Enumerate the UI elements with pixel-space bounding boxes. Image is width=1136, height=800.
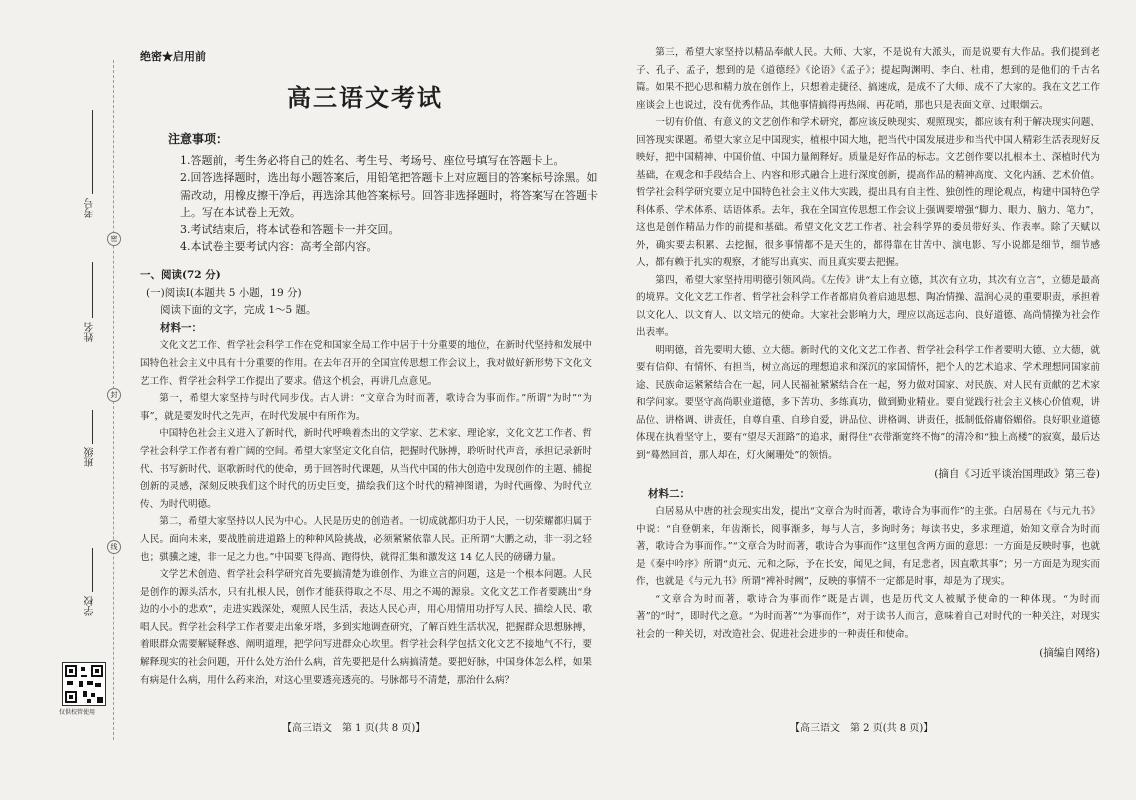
notice-block <box>168 131 598 255</box>
paragraph: 一切有价值、有意义的文艺创作和学术研究，都应该反映现实、观照现实，都应该有利于解决现实问题、回答现实课题。希望大家立足中国现实，植根中国大地，把当代中国发展进步和当代中国人精彩生活表现好反映好，把中国精神、中国价值、中国力量阐释好。质量是好作品的标志。文艺创作要以扎根本土、深植时代为基础，在观念和手段结合上、内容和形式融合上进行深度创新，提高作品的精神高度、文化内涵、艺术价值。哲学社会科学研究要立足中国特色社会主义伟大实践，提出具有自主性、独创性的理论观点，构建中国特色学科体系、学术体系、话语体系。去年，我在全国宣传思想工作会议上强调要增强“脚力、眼力、脑力、笔力”，这也是创作精品力作的前提和基础。希望文化文艺工作者、社会科学界的委员带好头、作表率。除了天赋以外，确实要去积累、去挖掘，很多事情都不是天生的，都得靠在甘苦中、演电影、写小说都是细节，细节感人，都有赖于扎实的观察，才能写出真实、而且真实要去把握。 <box>636 117 1100 268</box>
label-exam-number: 考号 <box>85 198 96 218</box>
paragraph: 文化文艺工作、哲学社会科学工作在党和国家全局工作中居于十分重要的地位，在新时代坚持和发展中国特色社会主义中具有十分重要的作用。在去年召开的全国宣传思想工作会议上，我对做好新形势下文化文艺工作、哲学社会科学工作提出了要求。借这个机会，再讲几点意见。 <box>140 340 592 387</box>
notice-heading: 注意事项： <box>168 132 229 146</box>
underline-exam-number <box>92 110 93 194</box>
confidential-label: 绝密★启用前 <box>140 50 206 63</box>
notice-item: 1.答题前，考生务必将自己的姓名、考生号、考场号、座位号填写在答题卡上。 <box>180 154 565 168</box>
reading-left-column <box>140 267 592 689</box>
seal-mark-xian: 线 <box>107 540 121 554</box>
seal-mark-mi: 密 <box>107 232 121 246</box>
qr-code-icon <box>62 662 106 706</box>
paragraph: 第一，希望大家坚持与时代同步伐。古人讲：“文章合为时而著，歌诗合为事而作。”所谓“为时”“为事”，就是要发时代之先声，在时代发展中有所作为。 <box>140 393 592 422</box>
notice-item: 3.考试结束后，将本试卷和答题卡一并交回。 <box>180 223 400 237</box>
paragraph: 明明德，首先要明大德、立大德。新时代的文化文艺工作者、哲学社会科学工作者要明大德、立大德，就要有信仰、有情怀、有担当，树立高远的理想追求和深沉的家国情怀，把个人的艺术追求、学术理想同国家前途、民族命运紧紧结合在一起，同人民福祉紧紧结合在一起，努力做对国家、对民族、对人民有贡献的艺术家和学问家。要坚守高尚职业道德，多下苦功、多练真功，做到勤业精业。要自觉践行社会主义核心价值观，讲品位、讲格调、讲责任，自尊自重、自珍自爱，讲品位、讲格调、讲责任，抵制低俗庸俗媚俗。良好职业道德体现在执着坚守上，要有“望尽天涯路”的追求，耐得住“衣带渐宽终不悔”的清冷和“独上高楼”的寂寞，最后达到“蓦然回首，那人却在，灯火阑珊处”的领悟。 <box>636 344 1100 461</box>
notice-item: 2.回答选择题时，选出每小题答案后，用铅笔把答题卡上对应题目的答案标号涂黑。如需改动，用橡皮擦干净后，再选涂其他答案标号。回答非选择题时，将答案写在答题卡上。写在本试卷上无效。 <box>180 171 598 219</box>
paragraph: 白居易从中唐的社会现实出发，提出“文章合为时而著，歌诗合为事而作”的主张。白居易在《与元九书》中说：“自登朝来，年齿渐长，阅事渐多，每与人言，多询时务；每读书史，多求理道，始知文章合为时而著，歌诗合为事而作。”“文章合为时而著，歌诗合为事而作”这里包含两方面的意思：一方面是反映时事，也就是《秦中吟序》所谓“贞元、元和之际，予在长安，闻见之间，有足悲者，因直歌其事”；另一方面是为现实而作，也就是《与元九书》所谓“裨补时阙”，反映的事情不一定都是时事，却是为了现实。 <box>636 506 1100 587</box>
paragraph: 中国特色社会主义进入了新时代，新时代呼唤着杰出的文学家、艺术家、理论家，文化文艺工作者、哲学社会科学工作者有着广阔的空间。希望大家坚定文化自信，把握时代脉搏，聆听时代声音，承担记录新时代、书写新时代、讴歌新时代的使命，勇于回答时代课题，从当代中国的伟大创造中发现创作的主题、捕捉创新的灵感，深刻反映我们这个时代的历史巨变，描绘我们这个时代的精神图谱，为时代画像、为时代立传、为时代明德。 <box>140 428 592 510</box>
exam-title: 高三语文考试 <box>287 83 443 112</box>
reading-right-column <box>636 44 1100 665</box>
paragraph: 第四，希望大家坚持用明德引领风尚。《左传》讲“太上有立德，其次有立功，其次有立言”，立德是最高的境界。文化文艺工作者、哲学社会科学工作者都肩负着启迪思想、陶冶情操、温润心灵的重要职责，承担着以文化人、以文育人、以文培元的使命。大家社会影响力大，理应以高远志向、良好道德、高尚情操为社会作出表率。 <box>636 274 1100 338</box>
section-heading: 一、阅读(72 分) <box>140 269 221 281</box>
underline-name <box>92 262 93 318</box>
source-citation: (摘自《习近平谈治国理政》第三卷) <box>934 468 1100 480</box>
seal-mark-feng: 封 <box>107 388 121 402</box>
subsection-heading: (一)阅读Ⅰ(本题共 5 小题，19 分) <box>146 286 302 299</box>
reading-instruction: 阅读下面的文字，完成 1～5 题。 <box>160 304 317 317</box>
underline-school <box>92 548 93 592</box>
page-footer-right: 【高三语文 第 2 页(共 8 页)】 <box>790 723 934 734</box>
label-class: 班级 <box>85 447 96 467</box>
paragraph: 第三，希望大家坚持以精品奉献人民。大师、大家，不是说有大派头，而是说要有大作品。我们提到老子、孔子、孟子，想到的是《道德经》《论语》《孟子》；提起陶渊明、李白、杜甫，想到的是他们的千古名篇。如果不把心思和精力放在创作上，只想着走捷径、搞速成，是成不了大师、成不了大家的。我在文艺工作座谈会上也说过，没有优秀作品，其他事情搞得再热闹、再花哨，那也只是表面文章、过眼烟云。 <box>636 47 1100 111</box>
qr-caption: 仅供校管使用 <box>59 709 96 716</box>
material-two-label: 材料二： <box>648 487 690 500</box>
paragraph: “文章合为时而著，歌诗合为事而作”既是古训，也是历代文人被赋予使命的一种体现。“为时而著”的“时”，即时代之意。“为时而著”“为事而作”，对于读书人而言，意味着自己对时代的一种关注，对现实社会的一种关切，对改造社会、促进社会进步的一种责任和使命。 <box>636 593 1100 640</box>
paragraph: 文学艺术创造、哲学社会科学研究首先要搞清楚为谁创作、为谁立言的问题，这是一个根本问题。人民是创作的源头活水，只有扎根人民，创作才能获得取之不尽、用之不竭的源泉。文化文艺工作者要跳出“身边的小小的悲欢”，走进实践深处，观照人民生活，表达人民心声，用心用情用功抒写人民、描绘人民、歌唱人民。哲学社会科学工作者要走出象牙塔，多到实地调查研究，了解百姓生活状况，把握群众思想脉搏，着眼群众需要解疑释惑、阐明道理，把学问写进群众心坎里。哲学社会科学包括文化文艺不接地气不行，要解释现实的社会问题，开什么处方治什么病，首先要把是什么病搞清楚。要把好脉，中国身体怎么样，如果有病是什么病，用什么药来治，对这心里要透亮透亮的。号脉都号不清楚，那治什么病？ <box>140 569 592 686</box>
label-name: 姓名 <box>85 322 96 342</box>
label-school: 学校 <box>85 596 96 616</box>
page-footer-left: 【高三语文 第 1 页(共 8 页)】 <box>282 723 426 734</box>
material-one-label: 材料一： <box>160 321 202 334</box>
underline-class <box>92 410 93 444</box>
notice-item: 4.本试卷主要考试内容：高考全部内容。 <box>180 240 378 254</box>
paragraph: 第二，希望大家坚持以人民为中心。人民是历史的创造者。一切成就都归功于人民，一切荣耀都归属于人民。面向未来，要战胜前进道路上的种种风险挑战，必须紧紧依靠人民。正所谓“大鹏之动，非一羽之轻也；骐骥之速，非一足之力也。”中国要飞得高、跑得快，就得汇集和激发这 14 亿人民的磅礴力量。 <box>140 516 592 563</box>
source-citation: (摘编自网络) <box>1039 647 1100 659</box>
